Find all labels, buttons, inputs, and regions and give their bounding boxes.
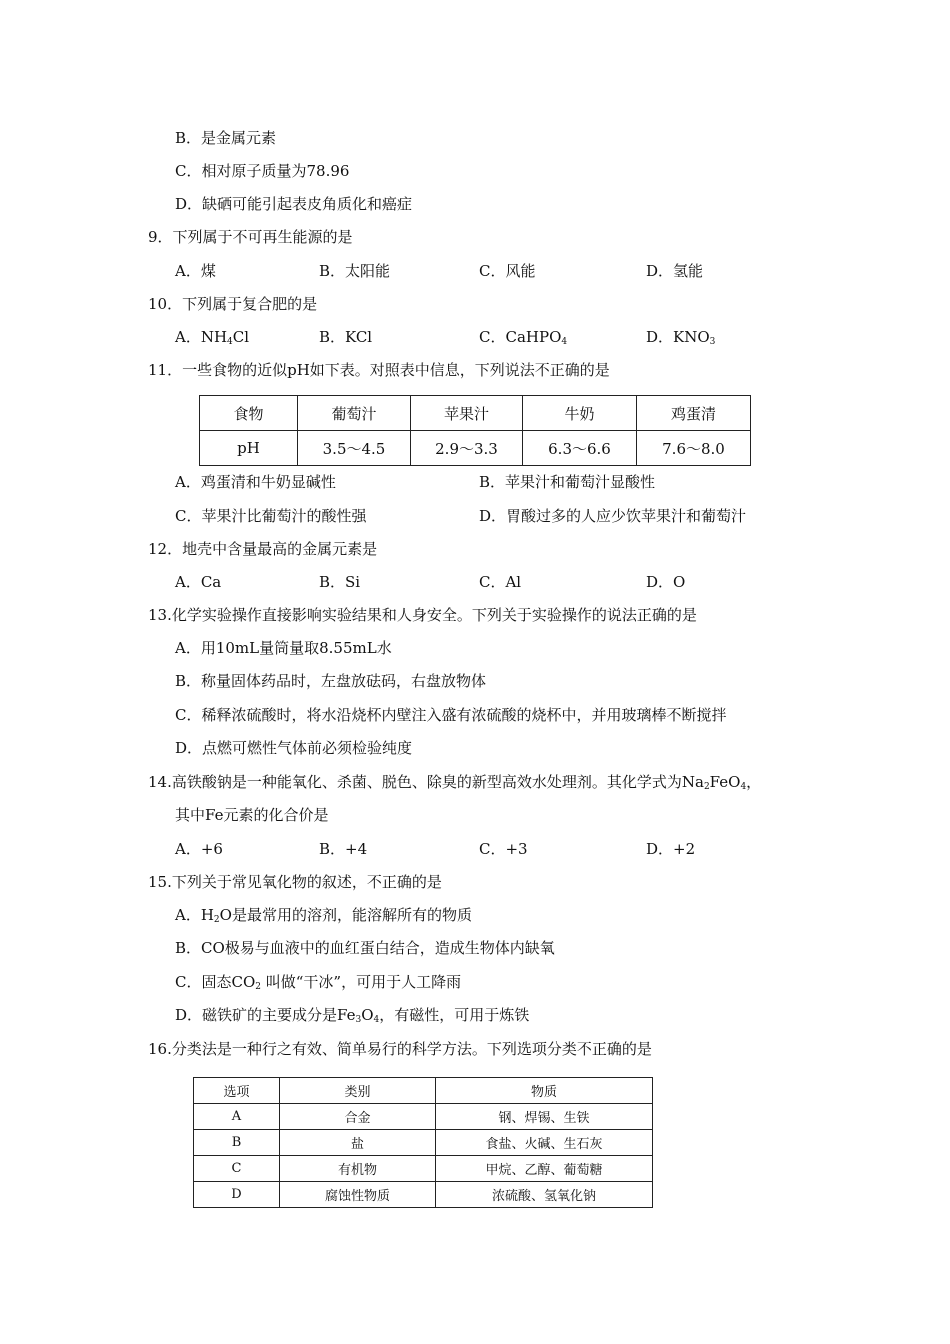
classification-table-cell: 甲烷、乙醇、葡萄糖 — [436, 1156, 653, 1182]
ph-table-header-cell: 葡萄汁 — [298, 396, 411, 431]
q12-option-b: B．Si — [319, 573, 361, 591]
classification-table-cell: B — [194, 1130, 280, 1156]
classification-table-cell: 有机物 — [280, 1156, 436, 1182]
q9-stem — [148, 227, 353, 247]
q11-number: 11． — [148, 361, 183, 379]
q15-option-b: B．CO极易与血液中的血红蛋白结合，造成生物体内缺氧 — [175, 939, 555, 957]
q8-option-d: D．缺硒可能引起表皮角质化和癌症 — [175, 195, 413, 213]
ph-table-header-row — [200, 396, 751, 431]
q11-option-c: C．苹果汁比葡萄汁的酸性强 — [175, 507, 367, 525]
classification-table — [193, 1077, 653, 1208]
q13-text: 化学实验操作直接影响实验结果和人身安全。下列关于实验操作的说法正确的是 — [171, 606, 697, 624]
q11-stem — [148, 360, 610, 380]
classification-table-cell: 食盐、火碱、生石灰 — [436, 1130, 653, 1156]
ph-table-header-cell: 牛奶 — [523, 396, 637, 431]
classification-table-cell: 钢、焊锡、生铁 — [436, 1104, 653, 1130]
q12-option-a: A．Ca — [175, 573, 222, 591]
q13-option-b: B．称量固体药品时，左盘放砝码，右盘放物体 — [175, 672, 487, 690]
ph-table-cell: 3.5～4.5 — [298, 431, 411, 466]
q10-option-c: C．CaHPO$_4$ — [479, 328, 568, 347]
q16-number: 16. — [148, 1040, 172, 1058]
q14-stem: 14.高铁酸钠是一种能氧化、杀菌、脱色、除臭的新型高效水处理剂。其化学式为$Na_2FeO_4$， — [148, 773, 762, 792]
q9-number: 9． — [148, 228, 173, 246]
q15-stem — [148, 872, 442, 892]
q11-option-a: A．鸡蛋清和牛奶显碱性 — [175, 473, 336, 491]
classification-table-cell: A — [194, 1104, 280, 1130]
classification-table-header-row — [194, 1078, 653, 1104]
q10-option-d: D．$KNO_3$ — [646, 328, 716, 347]
q10-option-a: A．$NH_4Cl$ — [175, 328, 250, 347]
q12-option-d: D．O — [646, 573, 686, 591]
ph-table-row — [200, 431, 751, 466]
classification-table-header-cell: 类别 — [280, 1078, 436, 1104]
q11-options-row2 — [175, 506, 815, 526]
ph-table-cell: 7.6～8.0 — [637, 431, 751, 466]
classification-table-row — [194, 1156, 653, 1182]
classification-table-row — [194, 1104, 653, 1130]
q10-options — [175, 327, 815, 347]
q12-text: 地壳中含量最高的金属元素是 — [182, 540, 378, 558]
q14-option-c: C．+3 — [479, 840, 528, 858]
classification-table-cell: C — [194, 1156, 280, 1182]
classification-table-cell: 浓硫酸、氢氧化钠 — [436, 1182, 653, 1208]
ph-table-header-cell: 鸡蛋清 — [637, 396, 751, 431]
classification-table-header-cell: 选项 — [194, 1078, 280, 1104]
q11-text: 一些食物的近似pH如下表。对照表中信息，下列说法不正确的是 — [182, 361, 610, 379]
ph-table-cell: pH — [200, 431, 298, 466]
q13-option-c: C．稀释浓硫酸时，将水沿烧杯内壁注入盛有浓硫酸的烧杯中，并用玻璃棒不断搅拌 — [175, 706, 727, 724]
q10-number: 10． — [148, 295, 183, 313]
q9-text: 下列属于不可再生能源的是 — [172, 228, 353, 246]
q9-option-d: D．氢能 — [646, 262, 704, 280]
q13-stem — [148, 605, 697, 625]
q15-option-d: D．磁铁矿的主要成分是$Fe_3O_4$，有磁性，可用于炼铁 — [175, 1006, 530, 1025]
ph-table-header-cell: 食物 — [200, 396, 298, 431]
q11-options-row1 — [175, 472, 815, 492]
q16-stem — [148, 1039, 652, 1059]
q15-option-c: C．固态$CO_2$ 叫做“干冰”，可用于人工降雨 — [175, 973, 462, 992]
q16-text: 分类法是一种行之有效、简单易行的科学方法。下列选项分类不正确的是 — [171, 1040, 652, 1058]
q9-option-b: B．太阳能 — [319, 262, 391, 280]
q14-option-a: A．+6 — [175, 840, 223, 858]
q9-option-c: C．风能 — [479, 262, 536, 280]
q11-option-b: B．苹果汁和葡萄汁显酸性 — [479, 473, 656, 491]
q12-option-c: C．Al — [479, 573, 522, 591]
q14-option-d: D．+2 — [646, 840, 696, 858]
ph-table-header-cell: 苹果汁 — [411, 396, 523, 431]
q13-number: 13. — [148, 606, 172, 624]
q8-option-b: B．是金属元素 — [175, 129, 277, 147]
q14-stem-line2: 其中Fe元素的化合价是 — [175, 806, 329, 824]
q11-option-d: D．胃酸过多的人应少饮苹果汁和葡萄汁 — [479, 507, 747, 525]
q9-options — [175, 261, 815, 281]
classification-table-cell: D — [194, 1182, 280, 1208]
q15-number: 15. — [148, 873, 172, 891]
q12-options — [175, 572, 815, 592]
q10-text: 下列属于复合肥的是 — [182, 295, 318, 313]
q14-number: 14. — [148, 773, 172, 791]
q10-option-b: B．KCl — [319, 328, 373, 346]
q15-option-a: A．$H_2O$是最常用的溶剂，能溶解所有的物质 — [175, 906, 472, 925]
classification-table-cell: 腐蚀性物质 — [280, 1182, 436, 1208]
q13-option-a: A．用10mL量筒量取8.55mL水 — [175, 639, 392, 657]
classification-table-cell: 合金 — [280, 1104, 436, 1130]
ph-table — [199, 395, 751, 466]
q14-option-b: B．+4 — [319, 840, 368, 858]
classification-table-header-cell: 物质 — [436, 1078, 653, 1104]
ph-table-cell: 6.3～6.6 — [523, 431, 637, 466]
classification-table-row — [194, 1130, 653, 1156]
classification-table-row — [194, 1182, 653, 1208]
q12-number: 12． — [148, 540, 183, 558]
q13-option-d: D．点燃可燃性气体前必须检验纯度 — [175, 739, 413, 757]
q8-option-c: C．相对原子质量为78.96 — [175, 162, 350, 180]
q14-options — [175, 839, 815, 859]
classification-table-cell: 盐 — [280, 1130, 436, 1156]
ph-table-cell: 2.9～3.3 — [411, 431, 523, 466]
q10-stem — [148, 294, 317, 314]
q9-option-a: A．煤 — [175, 262, 216, 280]
q15-text: 下列关于常见氧化物的叙述，不正确的是 — [171, 873, 442, 891]
q12-stem — [148, 539, 377, 559]
